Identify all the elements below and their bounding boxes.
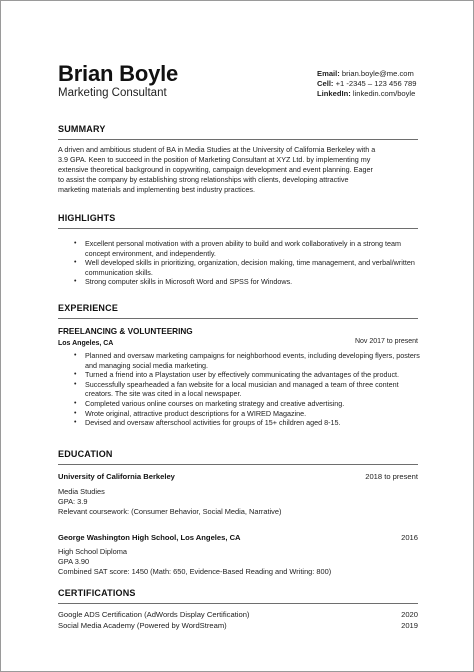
school1-detail: Media Studies xyxy=(58,487,105,496)
school2-detail: GPA 3.90 xyxy=(58,556,90,566)
highlight-item: • Strong computer skills in Microsoft Word and SPSS for Windows. xyxy=(58,277,420,287)
highlights-divider xyxy=(58,228,418,229)
school1-detail: GPA: 3.9 xyxy=(58,496,88,506)
cell-value: +1 -2345 – 123 456 789 xyxy=(335,79,417,88)
job-location: Los Angeles, CA xyxy=(58,340,114,347)
school1-name: University of California Berkeley xyxy=(58,472,175,481)
certifications-heading: CERTIFICATIONS xyxy=(58,588,136,598)
experience-item: • Devised and oversaw afterschool activities for groups of 15+ children aged 8-15. xyxy=(58,418,420,428)
job-title-row xyxy=(58,327,418,336)
experience-divider xyxy=(58,318,418,319)
summary-heading: SUMMARY xyxy=(58,124,106,134)
contact-cell-row xyxy=(317,79,416,89)
certification-row xyxy=(58,610,418,619)
experience-item: • Turned a friend into a Playstation user by effectively communicating the advantages of the product. xyxy=(58,370,420,380)
school2-dates: 2016 xyxy=(401,533,418,542)
summary-text xyxy=(58,145,420,195)
school2-row xyxy=(58,533,418,542)
contact-linkedin-row xyxy=(317,89,416,99)
highlight-item: • Well developed skills in prioritizing, organization, decision making, time management, and verbal/written communication skills. xyxy=(58,258,420,277)
summary-line: 3.9 GPA. Keen to succeed in the position of Marketing Consultant at XYZ Ltd. by implementing my xyxy=(58,155,371,164)
experience-heading: EXPERIENCE xyxy=(58,303,119,313)
summary-line: extensive theoretical background in copywriting, campaign development and event planning. Eager xyxy=(58,165,373,174)
contact-email-row xyxy=(317,69,416,79)
highlights-heading: HIGHLIGHTS xyxy=(58,213,116,223)
job-meta-row xyxy=(58,338,418,347)
linkedin-value[interactable]: linkedin.com/boyle xyxy=(352,89,416,98)
summary-divider xyxy=(58,139,418,140)
experience-list xyxy=(58,351,420,428)
certification-year: 2020 xyxy=(401,610,418,619)
email-label: Email: xyxy=(317,69,340,78)
candidate-name: Brian Boyle xyxy=(58,61,179,86)
school2-name: George Washington High School, Los Angeles, CA xyxy=(58,533,241,542)
certifications-divider xyxy=(58,603,418,604)
school1-row xyxy=(58,472,418,481)
education-divider xyxy=(58,464,418,465)
job-dates: Nov 2017 to present xyxy=(354,338,418,345)
school1-details xyxy=(58,487,281,516)
school1-detail: Relevant coursework: (Consumer Behavior, Social Media, Narrative) xyxy=(58,506,282,516)
experience-item: • Planned and oversaw marketing campaigns for neighborhood events, including developing flyers, posters and managing social media marketing. xyxy=(58,351,420,370)
summary-line: A driven and ambitious student of BA in Media Studies at the University of California Berkeley with a xyxy=(58,145,376,154)
contact-block xyxy=(317,69,416,99)
school1-dates: 2018 to present xyxy=(365,472,418,481)
highlights-list xyxy=(58,239,420,287)
certification-row xyxy=(58,621,418,630)
school2-detail: High School Diploma xyxy=(58,547,128,556)
linkedin-label: LinkedIn: xyxy=(317,89,351,98)
certification-name: Social Media Academy (Powered by WordStream) xyxy=(58,621,227,630)
school2-details xyxy=(58,547,331,576)
school2-detail: Combined SAT score: 1450 (Math: 650, Evidence-Based Reading and Writing: 800) xyxy=(58,566,332,576)
email-value[interactable]: brian.boyle@me.com xyxy=(341,69,414,78)
summary-line: marketing materials and implementing best industry practices. xyxy=(58,185,255,194)
candidate-title: Marketing Consultant xyxy=(58,87,167,99)
cell-label: Cell: xyxy=(317,79,334,88)
certification-year: 2019 xyxy=(401,621,418,630)
experience-item: • Wrote original, attractive product descriptions for a WIRED Magazine. xyxy=(58,409,420,419)
experience-item: • Completed various online courses on marketing strategy and creative advertising. xyxy=(58,399,420,409)
education-heading: EDUCATION xyxy=(58,449,113,459)
experience-item: • Successfully spearheaded a fan website for a local musician and managed a team of three content creators. The site was cited in a local newspaper. xyxy=(58,380,420,399)
job-title: FREELANCING & VOLUNTEERING xyxy=(58,327,193,336)
highlight-item: • Excellent personal motivation with a proven ability to build and work collaboratively in a strong team concept environment, and independently. xyxy=(58,239,420,258)
summary-line: to assist the company by establishing strong relationships with clients, developing attractive xyxy=(58,175,349,184)
certification-name: Google ADS Certification (AdWords Display Certification) xyxy=(58,610,250,619)
